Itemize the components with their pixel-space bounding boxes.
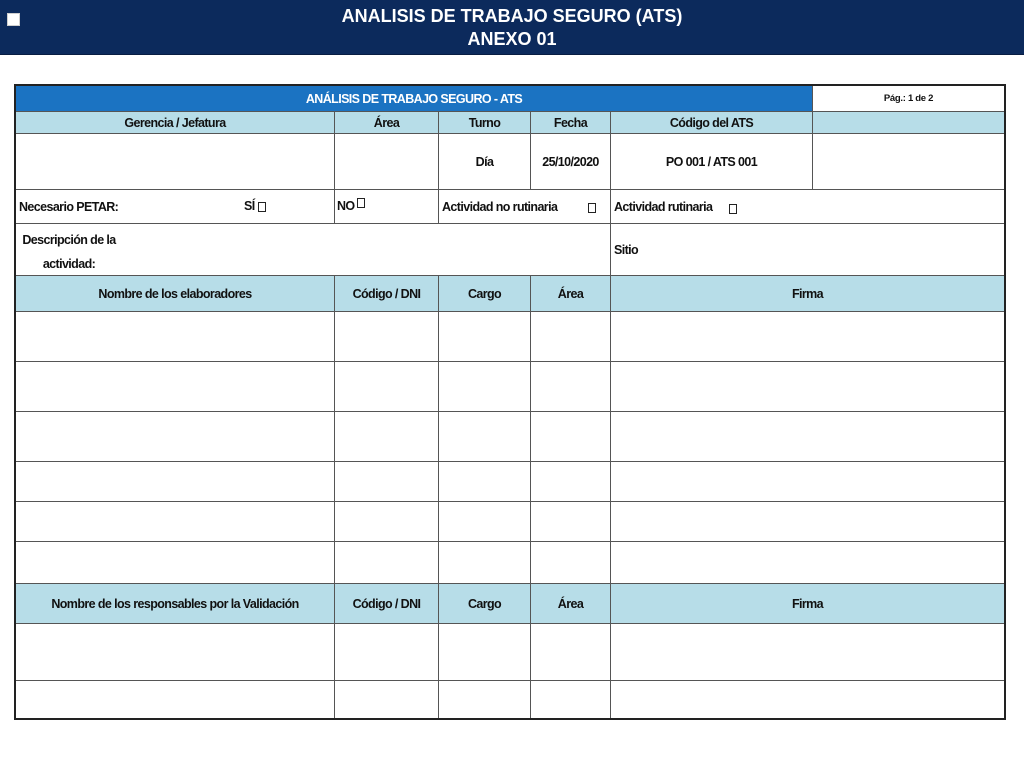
table-cell[interactable]	[16, 462, 335, 502]
sitio-label: Sitio	[611, 224, 1004, 276]
table-cell[interactable]	[611, 462, 1004, 502]
table-cell[interactable]	[16, 412, 335, 462]
table-cell[interactable]	[531, 462, 611, 502]
table-cell[interactable]	[335, 624, 439, 681]
valid-header-firma: Firma	[611, 584, 1004, 624]
header-area: Área	[335, 112, 439, 134]
table-cell[interactable]	[16, 681, 335, 718]
table-cell[interactable]	[439, 412, 531, 462]
codigo-ats-value[interactable]: PO 001 / ATS 001	[611, 134, 813, 190]
header-codigo-ats: Código del ATS	[611, 112, 813, 134]
elab-header-area: Área	[531, 276, 611, 312]
header-blank	[813, 112, 1004, 134]
table-cell[interactable]	[335, 502, 439, 542]
valid-header-codigo: Código / DNI	[335, 584, 439, 624]
table-cell[interactable]	[611, 681, 1004, 718]
table-cell[interactable]	[335, 312, 439, 362]
rutinaria-label: Actividad rutinaria	[611, 190, 1004, 224]
valid-header-cargo: Cargo	[439, 584, 531, 624]
petar-si-label: SÍ	[244, 199, 255, 213]
elab-header-cargo: Cargo	[439, 276, 531, 312]
table-cell[interactable]	[335, 412, 439, 462]
table-cell[interactable]	[611, 542, 1004, 584]
table-cell[interactable]	[335, 462, 439, 502]
table-cell[interactable]	[531, 502, 611, 542]
table-cell[interactable]	[611, 312, 1004, 362]
elab-header-codigo: Código / DNI	[335, 276, 439, 312]
table-cell[interactable]	[335, 542, 439, 584]
ats-form	[14, 84, 1006, 720]
table-cell[interactable]	[531, 542, 611, 584]
fecha-value[interactable]: 25/10/2020	[531, 134, 611, 190]
table-cell[interactable]	[439, 681, 531, 718]
table-cell[interactable]	[335, 681, 439, 718]
table-cell[interactable]	[531, 412, 611, 462]
table-cell[interactable]	[439, 312, 531, 362]
area-value[interactable]	[335, 134, 439, 190]
extra-value	[813, 134, 1004, 190]
petar-no-label: NO	[337, 199, 355, 213]
table-cell[interactable]	[16, 624, 335, 681]
rutinaria-checkbox[interactable]	[729, 204, 737, 214]
gerencia-value[interactable]	[16, 134, 335, 190]
no-rutinaria-checkbox[interactable]	[588, 203, 596, 213]
table-cell[interactable]	[531, 624, 611, 681]
table-cell[interactable]	[611, 412, 1004, 462]
header-gerencia: Gerencia / Jefatura	[16, 112, 335, 134]
table-cell[interactable]	[439, 362, 531, 412]
page-number: Pág.: 1 de 2	[813, 86, 1004, 112]
table-cell[interactable]	[16, 312, 335, 362]
page-banner	[0, 0, 1024, 55]
descripcion-label: Descripción de la actividad:	[22, 233, 116, 271]
form-title: ANÁLISIS DE TRABAJO SEGURO - ATS	[16, 86, 813, 112]
table-cell[interactable]	[439, 502, 531, 542]
table-cell[interactable]	[611, 624, 1004, 681]
table-cell[interactable]	[531, 312, 611, 362]
table-cell[interactable]	[531, 681, 611, 718]
table-cell[interactable]	[531, 362, 611, 412]
header-fecha: Fecha	[531, 112, 611, 134]
petar-no-checkbox[interactable]	[357, 198, 365, 208]
table-cell[interactable]	[611, 502, 1004, 542]
table-cell[interactable]	[439, 542, 531, 584]
elab-header-nombre: Nombre de los elaboradores	[16, 276, 335, 312]
table-cell[interactable]	[16, 362, 335, 412]
valid-header-area: Área	[531, 584, 611, 624]
table-cell[interactable]	[16, 542, 335, 584]
turno-value[interactable]: Día	[439, 134, 531, 190]
header-turno: Turno	[439, 112, 531, 134]
banner-title: ANALISIS DE TRABAJO SEGURO (ATS)	[341, 6, 683, 26]
elab-header-firma: Firma	[611, 276, 1004, 312]
banner-subtitle: ANEXO 01	[467, 29, 557, 49]
petar-si-checkbox[interactable]	[258, 202, 266, 212]
table-cell[interactable]	[439, 624, 531, 681]
table-cell[interactable]	[335, 362, 439, 412]
valid-header-nombre: Nombre de los responsables por la Validación	[16, 584, 335, 624]
table-cell[interactable]	[16, 502, 335, 542]
table-cell[interactable]	[611, 362, 1004, 412]
table-cell[interactable]	[439, 462, 531, 502]
no-rutinaria-label: Actividad no rutinaria	[439, 190, 611, 224]
petar-label: Necesario PETAR:	[16, 190, 335, 224]
